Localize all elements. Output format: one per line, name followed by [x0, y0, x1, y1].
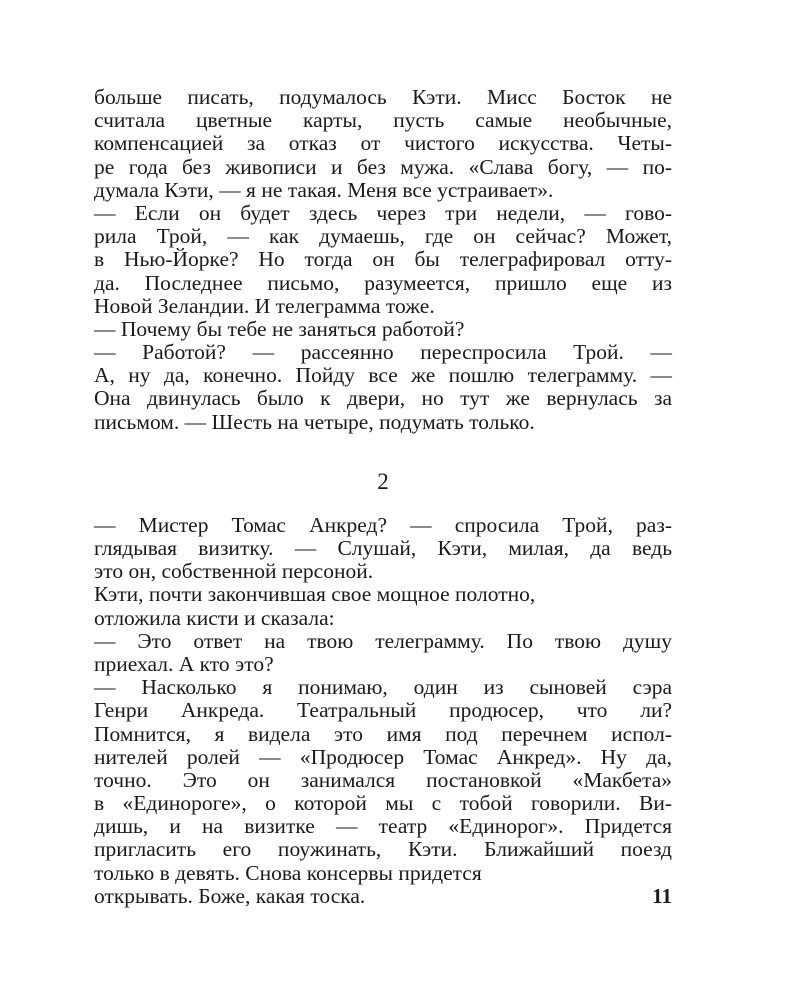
text-section-2: [94, 514, 672, 885]
text-line: компенсацией за отказ от чистого искусства. Четы-: [94, 131, 672, 156]
book-page: [94, 86, 672, 908]
text-section-1: [94, 86, 672, 434]
text-line: нителей ролей — «Продюсер Томас Анкред». Ну да,: [94, 744, 672, 769]
text-line: Генри Анкреда. Театральный продюсер, что ли?: [94, 698, 672, 723]
text-line: рила Трой, — как думаешь, где он сейчас? Может,: [94, 224, 672, 249]
text-line: Помнится, я видела это имя под перечнем испол-: [94, 721, 672, 746]
text-line: — Насколько я понимаю, один из сыновей сэра: [94, 675, 672, 700]
text-line: это он, собственной персоной.: [94, 559, 374, 584]
text-line: ре года без живописи и без мужа. «Слава богу, — по-: [94, 154, 672, 179]
text-line: — Это ответ на твою телеграмму. По твою душу: [94, 628, 672, 653]
text-line: Она двинулась было к двери, но тут же вернулась за: [94, 386, 672, 411]
text-line: письмом. — Шесть на четыре, подумать только.: [94, 409, 535, 434]
text-line: в Нью-Йорке? Но тогда он бы телеграфировал отту-: [94, 247, 672, 272]
text-line: точно. Это он занимался постановкой «Макбета»: [94, 767, 672, 792]
final-line-row: [94, 885, 672, 908]
text-line: открывать. Боже, какая тоска.: [94, 883, 366, 908]
text-line: думала Кэти, — я не такая. Меня все устраивает».: [94, 177, 554, 202]
text-line: А, ну да, конечно. Пойду все же пошлю телеграмму. —: [94, 363, 672, 388]
text-line: отложила кисти и сказала:: [94, 605, 335, 630]
text-line: Новой Зеландии. И телеграмма тоже.: [94, 293, 435, 318]
text-line: глядывая визитку. — Слушай, Кэти, милая, да ведь: [94, 536, 672, 560]
page-number: 11: [652, 883, 672, 908]
text-line: да. Последнее письмо, разумеется, пришло еще из: [94, 270, 672, 295]
text-line: больше писать, подумалось Кэти. Мисс Босток не: [94, 85, 672, 109]
text-line: — Почему бы тебе не заняться работой?: [94, 316, 465, 341]
chapter-number: 2: [377, 468, 389, 494]
text-line: Кэти, почти закончившая свое мощное полотно,: [94, 582, 536, 607]
text-line: пригласить его поужинать, Кэти. Ближайший поезд: [94, 837, 672, 862]
text-line: только в девять. Снова консервы придется: [94, 860, 482, 885]
text-line: — Если он будет здесь через три недели, — гово-: [94, 200, 672, 225]
text-line: — Работой? — рассеянно переспросила Трой. —: [94, 340, 672, 365]
text-line: — Мистер Томас Анкред? — спросила Трой, раз-: [94, 512, 672, 537]
text-line: дишь, и на визитке — театр «Единорог». Придется: [94, 814, 672, 839]
text-line: считала цветные карты, пусть самые необычные,: [94, 108, 672, 133]
text-line: приехал. А кто это?: [94, 651, 274, 676]
text-line: в «Единороге», о которой мы с тобой говорили. Ви-: [94, 791, 672, 816]
